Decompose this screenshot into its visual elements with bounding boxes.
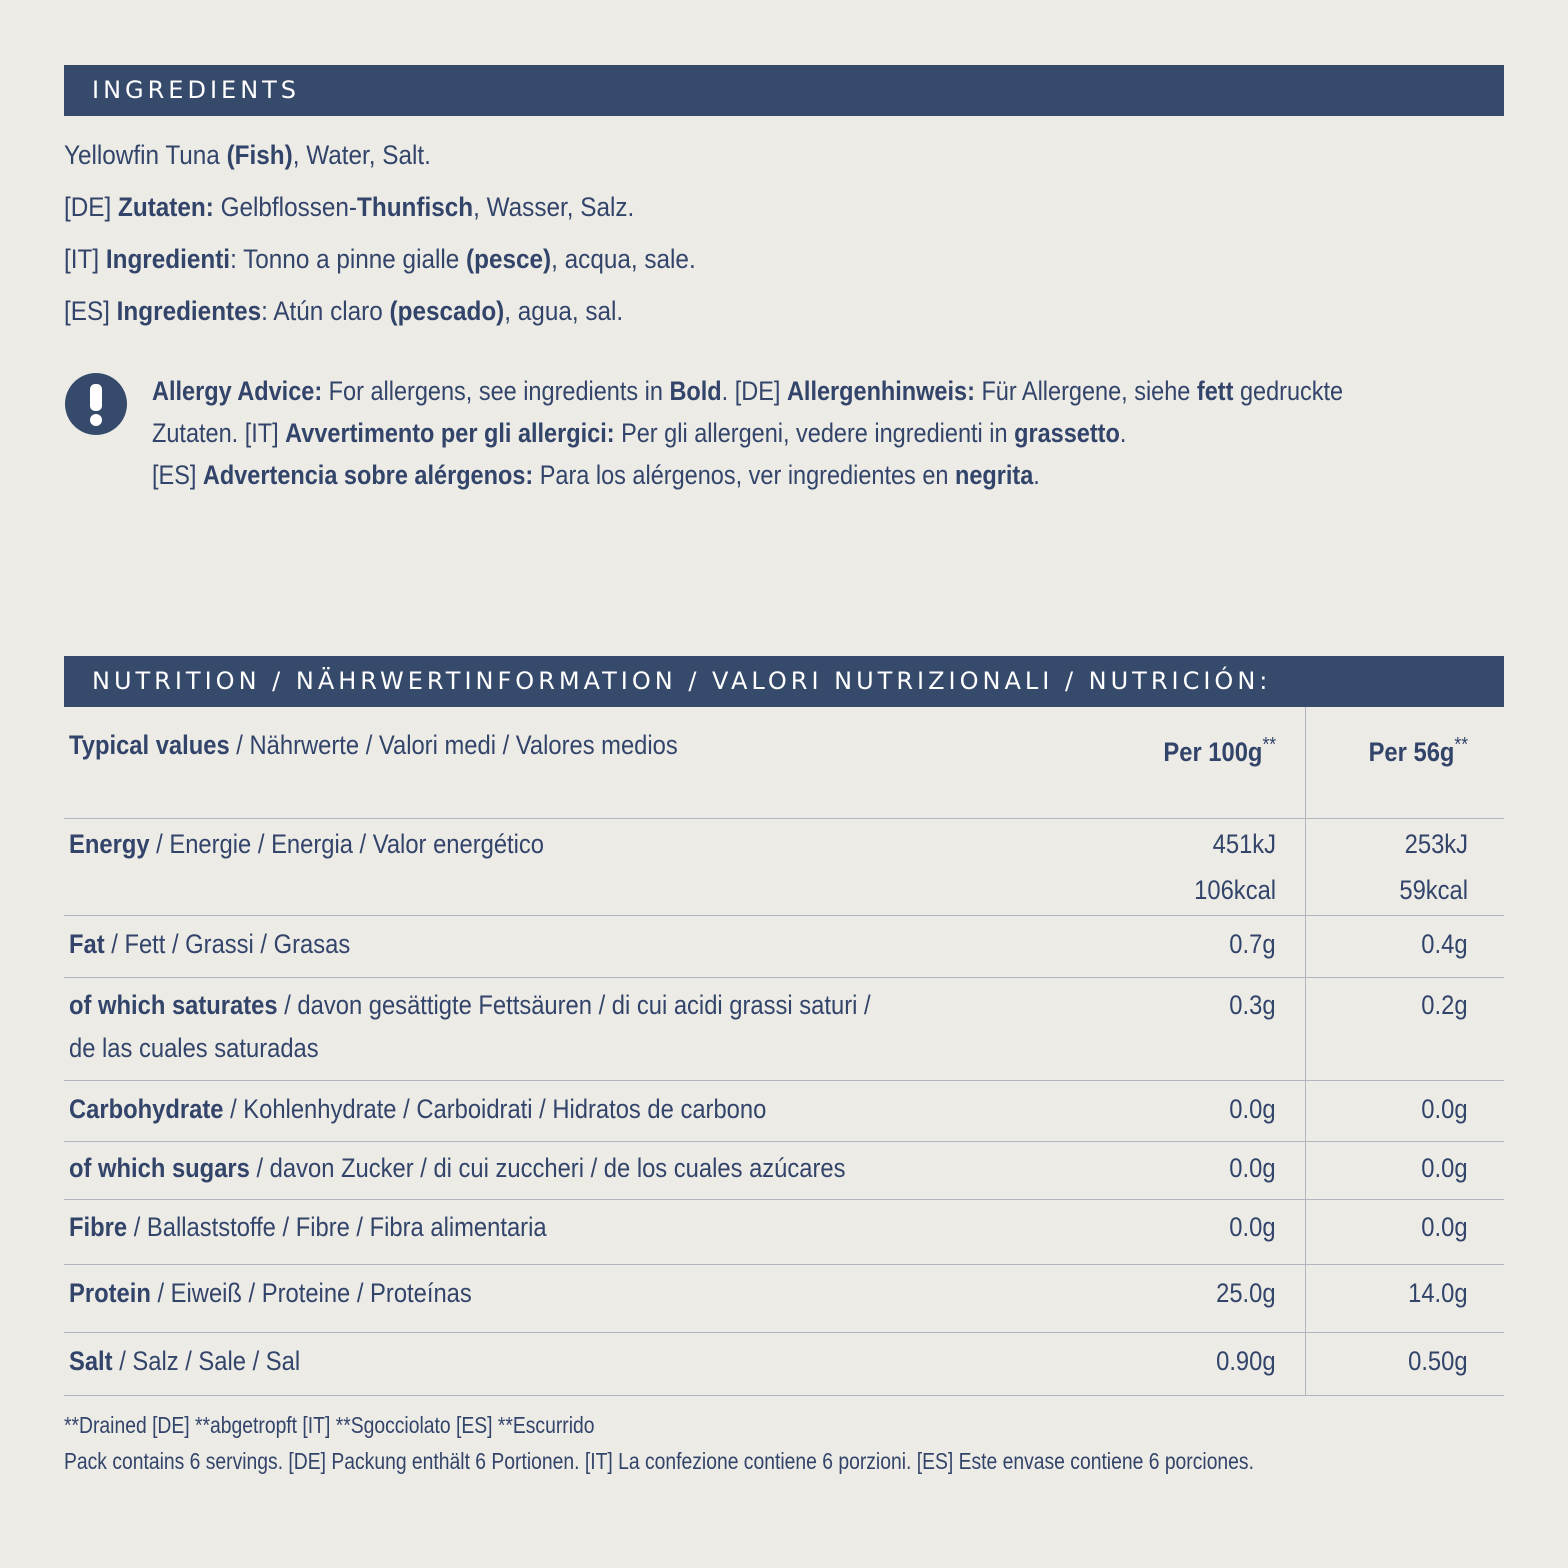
row-divider <box>64 1199 1504 1200</box>
fat-per-56g: 0.4g <box>1421 929 1468 959</box>
fat-per-100g: 0.7g <box>1229 929 1276 959</box>
row-divider <box>64 1080 1504 1081</box>
ingredients-en: Yellowfin Tuna (Fish), Water, Salt. <box>64 140 431 170</box>
table-row-salt: Salt / Salz / Sale / Sal <box>69 1346 301 1376</box>
column-header-per-100g: Per 100g** <box>1163 734 1276 767</box>
carbohydrate-per-100g: 0.0g <box>1229 1094 1276 1124</box>
row-divider <box>64 818 1504 819</box>
carbohydrate-per-56g: 0.0g <box>1421 1094 1468 1124</box>
column-divider <box>1305 707 1306 1395</box>
allergy-advice: Allergy Advice: For allergens, see ingredients in Bold. [DE] Allergenhinweis: Für Allergene, siehe fett gedruckte Zutaten. [IT] Avvertimento per gli allergici: Per gli allergeni, vedere ingredienti in grassetto. [ES] Advertencia sobre alérgenos: Para los alérgenos, ver ingredientes en negrita. <box>152 376 1344 490</box>
table-row-sugars: of which sugars / davon Zucker / di cui zuccheri / de los cuales azúcares <box>69 1153 846 1183</box>
protein-per-100g: 25.0g <box>1216 1278 1276 1308</box>
nutrition-heading: NUTRITION / NÄHRWERTINFORMATION / VALORI NUTRIZIONALI / NUTRICIÓN: <box>64 656 1504 707</box>
row-divider <box>64 1141 1504 1142</box>
table-row-saturates-cont: de las cuales saturadas <box>69 1033 319 1063</box>
row-divider <box>64 1395 1504 1396</box>
table-row-fat: Fat / Fett / Grassi / Grasas <box>69 929 351 959</box>
salt-per-100g: 0.90g <box>1216 1346 1276 1376</box>
footnote-drained: **Drained [DE] **abgetropft [IT] **Sgocciolato [ES] **Escurrido <box>64 1412 595 1438</box>
exclamation-icon <box>64 372 128 436</box>
row-divider <box>64 1332 1504 1333</box>
sugars-per-100g: 0.0g <box>1229 1153 1276 1183</box>
table-row-saturates: of which saturates / davon gesättigte Fettsäuren / di cui acidi grassi saturi / <box>69 990 871 1020</box>
table-header-label: Typical values / Nährwerte / Valori medi / Valores medios <box>69 730 678 760</box>
ingredients-es: [ES] Ingredientes: Atún claro (pescado), agua, sal. <box>64 296 624 326</box>
ingredients-heading: INGREDIENTS <box>64 65 1504 116</box>
fibre-per-100g: 0.0g <box>1229 1212 1276 1242</box>
table-row-protein: Protein / Eiweiß / Proteine / Proteínas <box>69 1278 472 1308</box>
saturates-per-56g: 0.2g <box>1421 990 1468 1020</box>
ingredients-it: [IT] Ingredienti: Tonno a pinne gialle (pesce), acqua, sale. <box>64 244 696 274</box>
ingredients-de: [DE] Zutaten: Gelbflossen-Thunfisch, Wasser, Salz. <box>64 192 635 222</box>
protein-per-56g: 14.0g <box>1408 1278 1468 1308</box>
table-row-fibre: Fibre / Ballaststoffe / Fibre / Fibra alimentaria <box>69 1212 547 1242</box>
row-divider <box>64 915 1504 916</box>
column-header-per-56g: Per 56g** <box>1368 734 1468 767</box>
footnote-servings: Pack contains 6 servings. [DE] Packung enthält 6 Portionen. [IT] La confezione contiene 6 porzioni. [ES] Este envase contiene 6 porciones. <box>64 1448 1254 1474</box>
sugars-per-56g: 0.0g <box>1421 1153 1468 1183</box>
salt-per-56g: 0.50g <box>1408 1346 1468 1376</box>
energy-per-100g-kcal: 106kcal <box>1194 875 1276 905</box>
energy-per-56g-kcal: 59kcal <box>1399 875 1468 905</box>
saturates-per-100g: 0.3g <box>1229 990 1276 1020</box>
table-row-energy: Energy / Energie / Energia / Valor energético <box>69 829 545 859</box>
fibre-per-56g: 0.0g <box>1421 1212 1468 1242</box>
row-divider <box>64 1264 1504 1265</box>
row-divider <box>64 977 1504 978</box>
energy-per-100g-kj: 451kJ <box>1212 829 1276 859</box>
table-row-carbohydrate: Carbohydrate / Kohlenhydrate / Carboidrati / Hidratos de carbono <box>69 1094 767 1124</box>
energy-per-56g-kj: 253kJ <box>1404 829 1468 859</box>
